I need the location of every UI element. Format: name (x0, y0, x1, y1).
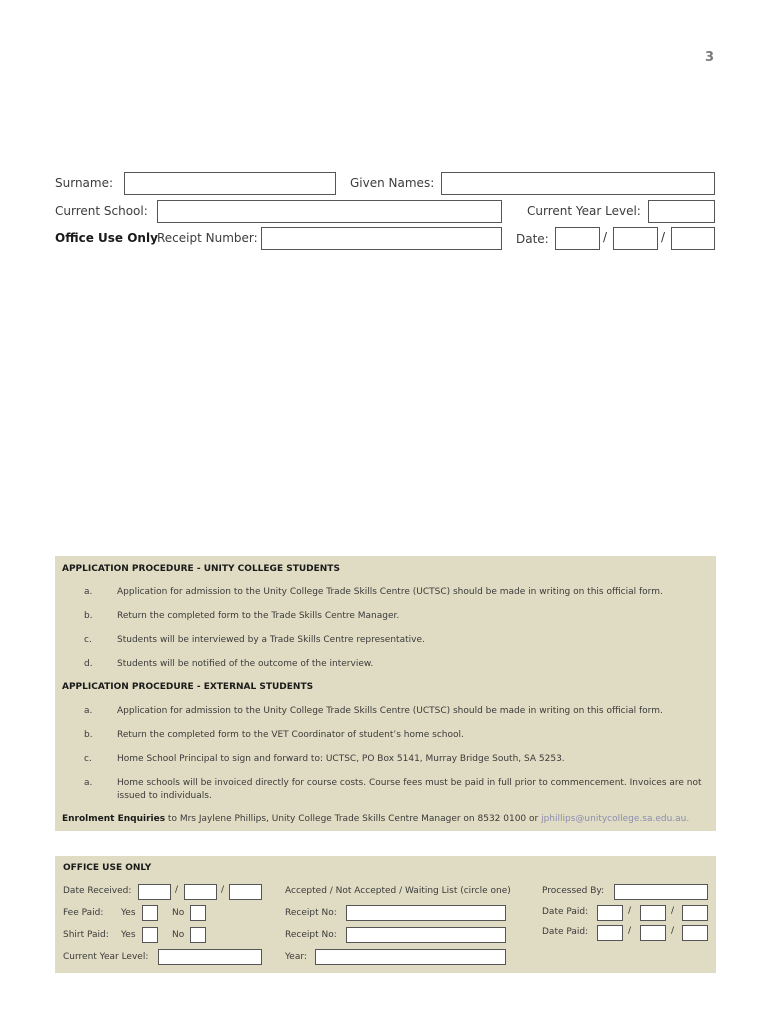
shirt-paid-yes-label: Yes (121, 930, 136, 940)
list-item-letter: b. (84, 611, 93, 621)
fee-paid-no-label: No (172, 908, 185, 918)
list-item-text: Return the completed form to the VET Coordinator of student’s home school. (117, 730, 464, 740)
surname-label: Surname: (55, 176, 114, 190)
fee-date-paid-month-field[interactable] (640, 905, 666, 921)
date-received-month-field[interactable] (184, 884, 217, 900)
list-item-text: Students will be interviewed by a Trade Skills Centre representative. (117, 635, 425, 645)
receipt-number-field[interactable] (261, 227, 502, 250)
office-current-year-level-label: Current Year Level: (63, 952, 149, 962)
list-item-letter: c. (84, 635, 92, 645)
fee-date-paid-label: Date Paid: (542, 907, 589, 917)
given-names-field[interactable] (441, 172, 715, 195)
date-separator: / (628, 926, 632, 936)
shirt-date-paid-month-field[interactable] (640, 925, 666, 941)
page-number: 3 (704, 50, 714, 65)
date-separator: / (221, 885, 225, 895)
enquiries-heading: Enrolment Enquiries (62, 814, 166, 824)
shirt-paid-no-label: No (172, 930, 185, 940)
fee-receipt-no-field[interactable] (346, 905, 506, 921)
date-month-field[interactable] (613, 227, 658, 250)
year-label: Year: (285, 952, 307, 962)
current-school-label: Current School: (55, 204, 148, 218)
year-field[interactable] (315, 949, 506, 965)
fee-paid-yes-label: Yes (121, 908, 136, 918)
list-item-text: Application for admission to the Unity College Trade Skills Centre (UCTSC) should be made in writing on this official form. (117, 587, 663, 597)
application-procedure-panel (55, 556, 716, 831)
fee-date-paid-day-field[interactable] (597, 905, 623, 921)
shirt-paid-no-checkbox[interactable] (190, 927, 206, 943)
date-received-label: Date Received: (63, 886, 132, 896)
enquiries-email-link[interactable]: jphillips@unitycollege.sa.edu.au. (541, 814, 690, 824)
enrolment-enquiries (62, 814, 689, 824)
enquiries-text: to Mrs Jaylene Phillips, Unity College Trade Skills Centre Manager on 8532 0100 or (165, 814, 542, 824)
shirt-receipt-no-label: Receipt No: (285, 930, 337, 940)
receipt-number-label: Receipt Number: (157, 231, 258, 245)
fee-receipt-no-label: Receipt No: (285, 908, 337, 918)
shirt-date-paid-day-field[interactable] (597, 925, 623, 941)
list-item-letter: c. (84, 754, 92, 764)
given-names-label: Given Names: (350, 176, 435, 190)
date-separator: / (671, 906, 675, 916)
office-current-year-level-field[interactable] (158, 949, 262, 965)
fee-date-paid-year-field[interactable] (682, 905, 708, 921)
date-separator: / (175, 885, 179, 895)
processed-by-field[interactable] (614, 884, 708, 900)
list-item-text: Application for admission to the Unity College Trade Skills Centre (UCTSC) should be made in writing on this official form. (117, 706, 663, 716)
list-item-letter: a. (84, 706, 93, 716)
date-year-field[interactable] (671, 227, 715, 250)
date-label: Date: (516, 232, 549, 246)
date-separator: / (671, 926, 675, 936)
date-separator: / (603, 230, 608, 244)
date-separator: / (661, 230, 666, 244)
list-item-text: Students will be notified of the outcome of the interview. (117, 659, 374, 669)
fee-paid-no-checkbox[interactable] (190, 905, 206, 921)
current-school-field[interactable] (157, 200, 502, 223)
processed-by-label: Processed By: (542, 886, 605, 896)
list-item-text: Home School Principal to sign and forward to: UCTSC, PO Box 5141, Murray Bridge South, SA 5253. (117, 754, 565, 764)
shirt-receipt-no-field[interactable] (346, 927, 506, 943)
list-item-letter: a. (84, 587, 93, 597)
shirt-paid-yes-checkbox[interactable] (142, 927, 158, 943)
office-use-heading: OFFICE USE ONLY (63, 863, 152, 873)
list-item-letter: b. (84, 730, 93, 740)
list-item-text: Return the completed form to the Trade Skills Centre Manager. (117, 611, 400, 621)
office-use-only-label: Office Use Only (55, 231, 158, 245)
shirt-date-paid-year-field[interactable] (682, 925, 708, 941)
current-year-level-label: Current Year Level: (527, 204, 641, 218)
date-received-day-field[interactable] (138, 884, 171, 900)
fee-paid-yes-checkbox[interactable] (142, 905, 158, 921)
shirt-date-paid-label: Date Paid: (542, 927, 589, 937)
date-received-year-field[interactable] (229, 884, 262, 900)
unity-procedure-heading: APPLICATION PROCEDURE - UNITY COLLEGE STUDENTS (62, 564, 340, 574)
application-status-label: Accepted / Not Accepted / Waiting List (circle one) (285, 886, 511, 896)
fee-paid-label: Fee Paid: (63, 908, 104, 918)
date-separator: / (628, 906, 632, 916)
list-item-text: Home schools will be invoiced directly for course costs. Course fees must be paid in full prior to commencement. Invoices are not issued to individuals. (117, 778, 702, 801)
date-day-field[interactable] (555, 227, 600, 250)
list-item-letter: a. (84, 778, 93, 788)
external-procedure-heading: APPLICATION PROCEDURE - EXTERNAL STUDENTS (62, 682, 314, 692)
current-year-level-field[interactable] (648, 200, 715, 223)
surname-field[interactable] (124, 172, 336, 195)
shirt-paid-label: Shirt Paid: (63, 930, 109, 940)
office-use-panel (55, 856, 716, 973)
list-item-letter: d. (84, 659, 93, 669)
